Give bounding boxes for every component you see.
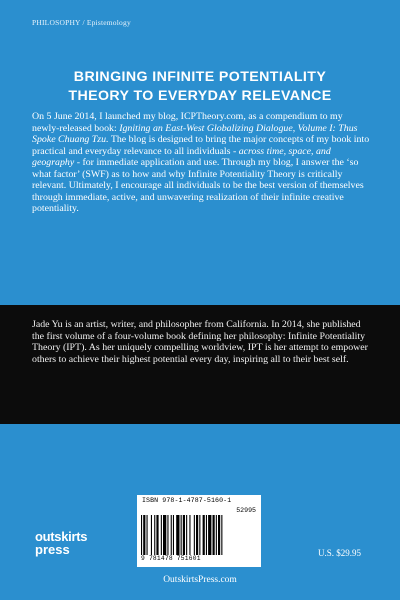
blurb-book-title: Igniting an East-West Globalizing Dialogue, Volume I: Thus Spoke Chuang Tzu. (32, 122, 358, 145)
publisher-logo-bottom: press (35, 542, 70, 557)
barcode-price-code: 52995 (236, 507, 256, 514)
author-bio: Jade Yu is an artist, writer, and philosopher from California. In 2014, she published the first volume of a four-volume book defining her philosophy: Infinite Potentiality Theory (IPT). As her uniquely compelling worldview, IPT is her attempt to empower others to achieve their highest potential every day, inspiring all to their best self. (32, 319, 368, 365)
category-label: PHILOSOPHY / Epistemology (32, 18, 131, 27)
publisher-logo-top: outskirts (35, 529, 88, 544)
publisher-logo (35, 530, 97, 556)
publisher-website: OutskirtsPress.com (163, 575, 237, 585)
book-price: U.S. $29.95 (318, 548, 362, 558)
headline-line-2: THEORY TO EVERYDAY RELEVANCE (68, 88, 332, 104)
blurb-emphasis: across time, space, and geography (32, 145, 331, 168)
back-cover-headline (24, 68, 376, 106)
barcode-bars (141, 515, 257, 555)
blurb-text-2: The blog is designed to bring the major concepts of my book into practical and everyday relevance to all individuals - (32, 134, 370, 157)
blurb-paragraph (32, 111, 372, 215)
isbn-text: ISBN 978-1-4787-5160-1 (142, 497, 232, 504)
headline-line-1: BRINGING INFINITE POTENTIALITY (73, 69, 327, 85)
barcode-number: 9 781478 751601 (141, 555, 201, 562)
author-bio-box (0, 305, 400, 424)
blurb-text-1: On 5 June 2014, I launched my blog, ICPTheory.com, as a compendium to my newly-released book: (32, 111, 343, 134)
isbn-barcode (137, 495, 261, 567)
blurb-text-3: - for immediate application and use. Through my blog, I answer the ‘so what factor’ (SWF) as to how and why Infinite Potentiality Theory is critically relevant. Ultimately, I encourage all individuals to be the best version of themselves through immediate, active, and unwavering realization of their infinite creative potentiality. (32, 157, 364, 214)
